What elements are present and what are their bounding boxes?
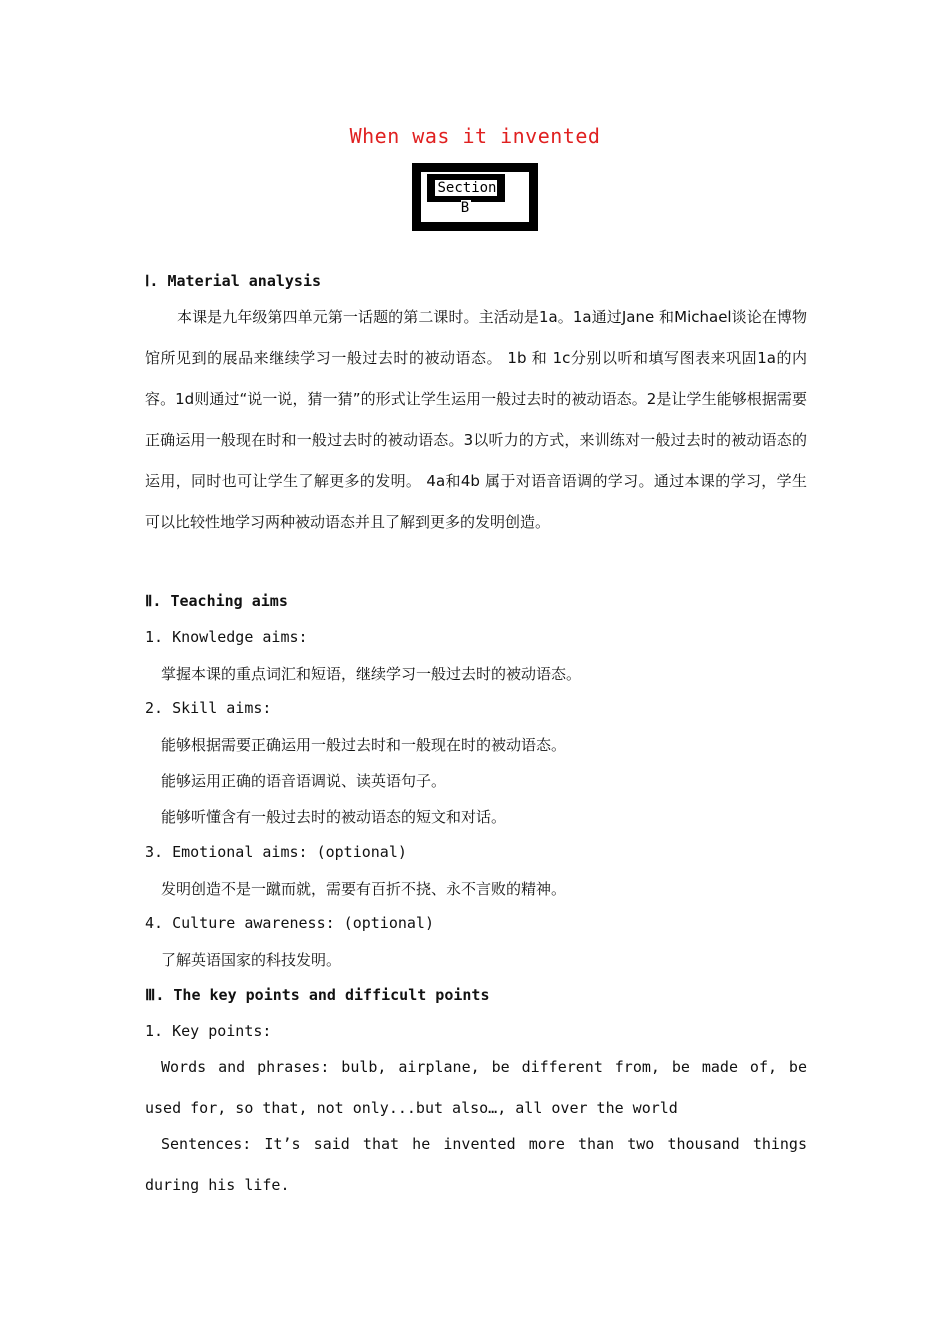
- culture-awareness-title: 4. Culture awareness: (optional): [145, 914, 434, 932]
- heading-teaching-aims: Ⅱ. Teaching aims: [145, 592, 288, 610]
- knowledge-aims-title: 1. Knowledge aims:: [145, 628, 308, 646]
- key-words-phrases: Words and phrases: bulb, airplane, be different from, be made of, be used for, so that, not only...but also…, all over the world: [145, 1058, 807, 1117]
- emotional-aims-title: 3. Emotional aims: (optional): [145, 843, 407, 861]
- heading-key-points: Ⅲ. The key points and difficult points: [145, 986, 490, 1004]
- skill-aims-text-1: 能够根据需要正确运用一般过去时和一般现在时的被动语态。: [161, 736, 567, 754]
- section-badge: [412, 163, 538, 231]
- emotional-aims-text: 发明创造不是一蹴而就，需要有百折不挠、永不言败的精神。: [161, 880, 567, 898]
- heading-material-analysis: Ⅰ. Material analysis: [145, 272, 322, 290]
- knowledge-aims-text: 掌握本课的重点词汇和短语，继续学习一般过去时的被动语态。: [161, 665, 582, 683]
- document-title: When was it invented: [349, 124, 601, 148]
- key-sentences: Sentences: It’s said that he invented more than two thousand things during his life.: [145, 1135, 807, 1194]
- material-analysis-paragraph: 本课是九年级第四单元第一话题的第二课时。主活动是1a。1a通过Jane 和Michael谈论在博物馆所见到的展品来继续学习一般过去时的被动语态。 1b 和 1c分别以听和填写图表来巩固1a的内容。1d则通过“说一说，猜一猜”的形式让学生运用一般过去时的被动语态。2是让学生能够根据需要正确运用一般现在时和一般过去时的被动语态。3以听力的方式，来训练对一般过去时的被动语态的运用，同时也可让学生了解更多的发明。 4a和4b 属于对语音语调的学习。通过本课的学习，学生可以比较性地学习两种被动语态并且了解到更多的发明创造。: [145, 308, 807, 531]
- skill-aims-text-3: 能够听懂含有一般过去时的被动语态的短文和对话。: [161, 808, 507, 826]
- culture-awareness-text: 了解英语国家的科技发明。: [161, 951, 342, 969]
- skill-aims-text-2: 能够运用正确的语音语调说、读英语句子。: [161, 772, 447, 790]
- section-label: Section B: [430, 178, 502, 198]
- key-points-title: 1. Key points:: [145, 1022, 272, 1040]
- skill-aims-title: 2. Skill aims:: [145, 699, 272, 717]
